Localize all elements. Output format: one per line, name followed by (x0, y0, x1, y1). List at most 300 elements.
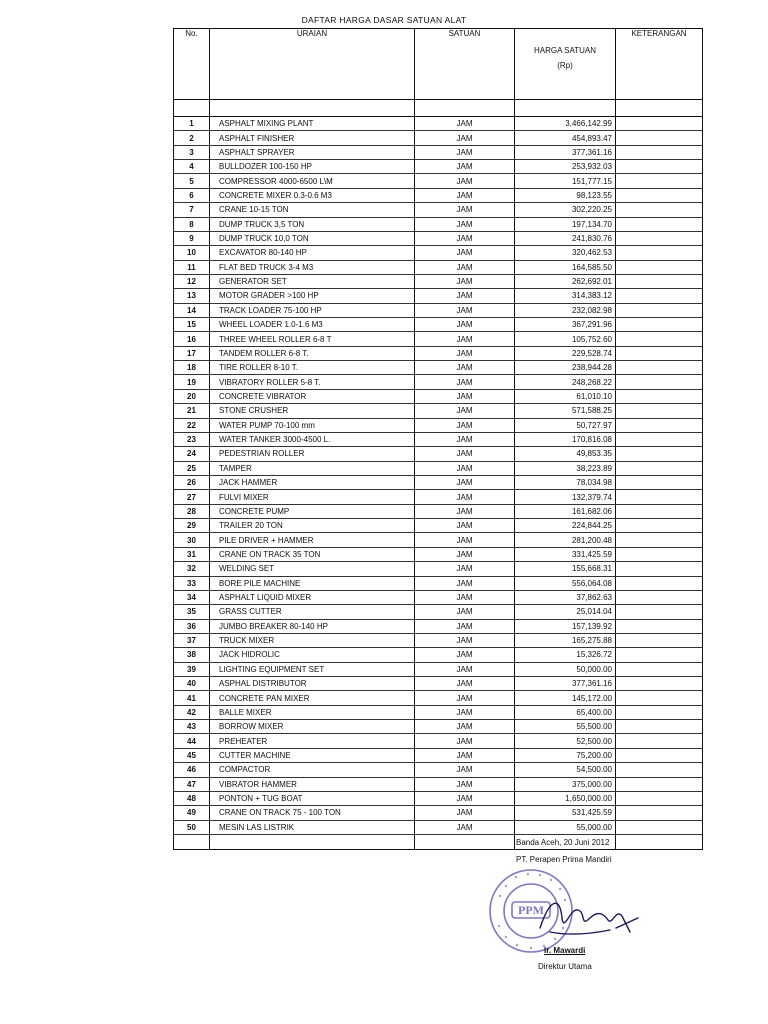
row-satuan: JAM (415, 274, 515, 288)
row-keterangan (616, 791, 703, 805)
row-no: 49 (174, 806, 210, 820)
row-no: 26 (174, 475, 210, 489)
row-no: 2 (174, 131, 210, 145)
row-uraian: PILE DRIVER + HAMMER (210, 533, 415, 547)
row-harga: 375,000.00 (515, 777, 616, 791)
row-no: 6 (174, 188, 210, 202)
row-satuan: JAM (415, 188, 515, 202)
signatory-position: Direktur Utama (538, 962, 592, 971)
row-no: 16 (174, 332, 210, 346)
table-row (174, 662, 703, 676)
row-satuan: JAM (415, 117, 515, 131)
row-harga: 454,893.47 (515, 131, 616, 145)
table-row (174, 260, 703, 274)
row-uraian: PREHEATER (210, 734, 415, 748)
table-row (174, 590, 703, 604)
row-keterangan (616, 562, 703, 576)
row-satuan: JAM (415, 763, 515, 777)
row-harga: 52,500.00 (515, 734, 616, 748)
row-uraian: BALLE MIXER (210, 705, 415, 719)
row-uraian: GRASS CUTTER (210, 605, 415, 619)
row-satuan: JAM (415, 203, 515, 217)
row-keterangan (616, 677, 703, 691)
table-row (174, 231, 703, 245)
row-satuan: JAM (415, 318, 515, 332)
row-uraian: WHEEL LOADER 1.0-1.6 M3 (210, 318, 415, 332)
row-no: 5 (174, 174, 210, 188)
row-no: 10 (174, 246, 210, 260)
row-satuan: JAM (415, 289, 515, 303)
row-satuan: JAM (415, 346, 515, 360)
row-harga: 105,752.60 (515, 332, 616, 346)
row-uraian: CONCRETE VIBRATOR (210, 389, 415, 403)
row-keterangan (616, 117, 703, 131)
row-harga: 367,291.96 (515, 318, 616, 332)
row-keterangan (616, 332, 703, 346)
row-satuan: JAM (415, 375, 515, 389)
row-harga: 248,268.22 (515, 375, 616, 389)
row-keterangan (616, 619, 703, 633)
table-row (174, 806, 703, 820)
row-satuan: JAM (415, 519, 515, 533)
row-harga: 331,425.59 (515, 547, 616, 561)
row-keterangan (616, 389, 703, 403)
row-satuan: JAM (415, 131, 515, 145)
table-row (174, 188, 703, 202)
row-harga: 241,830.76 (515, 231, 616, 245)
row-uraian: MOTOR GRADER >100 HP (210, 289, 415, 303)
row-uraian: CONCRETE PUMP (210, 504, 415, 518)
row-harga: 229,528.74 (515, 346, 616, 360)
place-date: Banda Aceh, 20 Juni 2012 (516, 838, 610, 847)
row-uraian: MESIN LAS LISTRIK (210, 820, 415, 834)
row-no: 35 (174, 605, 210, 619)
row-uraian: CONCRETE PAN MIXER (210, 691, 415, 705)
row-satuan: JAM (415, 720, 515, 734)
table-row (174, 777, 703, 791)
row-no: 7 (174, 203, 210, 217)
row-uraian: TANDEM ROLLER 6-8 T. (210, 346, 415, 360)
row-no: 24 (174, 447, 210, 461)
row-keterangan (616, 547, 703, 561)
table-row (174, 375, 703, 389)
table-row (174, 203, 703, 217)
row-uraian: BORROW MIXER (210, 720, 415, 734)
table-row (174, 246, 703, 260)
row-uraian: DUMP TRUCK 10,0 TON (210, 231, 415, 245)
row-no: 23 (174, 432, 210, 446)
row-keterangan (616, 203, 703, 217)
row-uraian: VIBRATORY ROLLER 5-8 T. (210, 375, 415, 389)
row-no: 42 (174, 705, 210, 719)
row-harga: 377,361.16 (515, 145, 616, 159)
row-harga: 54,500.00 (515, 763, 616, 777)
row-keterangan (616, 418, 703, 432)
row-uraian: WELDING SET (210, 562, 415, 576)
row-satuan: JAM (415, 734, 515, 748)
row-satuan: JAM (415, 777, 515, 791)
row-no: 8 (174, 217, 210, 231)
row-harga: 281,200.48 (515, 533, 616, 547)
row-satuan: JAM (415, 160, 515, 174)
row-harga: 50,727.97 (515, 418, 616, 432)
row-uraian: CUTTER MACHINE (210, 748, 415, 762)
row-keterangan (616, 533, 703, 547)
row-keterangan (616, 475, 703, 489)
row-harga: 15,326.72 (515, 648, 616, 662)
header-harga (515, 29, 616, 100)
row-uraian: WATER TANKER 3000-4500 L. (210, 432, 415, 446)
row-satuan: JAM (415, 562, 515, 576)
row-no: 11 (174, 260, 210, 274)
row-harga: 170,816.08 (515, 432, 616, 446)
table-row (174, 332, 703, 346)
row-satuan: JAM (415, 490, 515, 504)
row-satuan: JAM (415, 231, 515, 245)
table-row (174, 576, 703, 590)
table-row (174, 174, 703, 188)
table-row (174, 748, 703, 762)
row-no: 25 (174, 461, 210, 475)
row-keterangan (616, 633, 703, 647)
header-uraian: URAIAN (210, 29, 415, 100)
row-uraian: FLAT BED TRUCK 3-4 M3 (210, 260, 415, 274)
row-uraian: ASPHALT LIQUID MIXER (210, 590, 415, 604)
row-harga: 98,123.55 (515, 188, 616, 202)
table-header-row (174, 29, 703, 100)
row-harga: 55,000.00 (515, 820, 616, 834)
header-keterangan: KETERANGAN (616, 29, 703, 100)
row-keterangan (616, 260, 703, 274)
row-no: 47 (174, 777, 210, 791)
row-no: 32 (174, 562, 210, 576)
row-no: 27 (174, 490, 210, 504)
document-title: DAFTAR HARGA DASAR SATUAN ALAT (301, 15, 467, 25)
row-uraian: JACK HAMMER (210, 475, 415, 489)
row-keterangan (616, 145, 703, 159)
row-satuan: JAM (415, 691, 515, 705)
row-satuan: JAM (415, 619, 515, 633)
row-no: 14 (174, 303, 210, 317)
row-harga: 78,034.98 (515, 475, 616, 489)
row-uraian: TRUCK MIXER (210, 633, 415, 647)
row-keterangan (616, 576, 703, 590)
row-keterangan (616, 217, 703, 231)
row-satuan: JAM (415, 404, 515, 418)
row-uraian: ASPHAL DISTRIBUTOR (210, 677, 415, 691)
row-uraian: DUMP TRUCK 3,5 TON (210, 217, 415, 231)
row-keterangan (616, 303, 703, 317)
row-no: 46 (174, 763, 210, 777)
table-row (174, 519, 703, 533)
row-harga: 132,379.74 (515, 490, 616, 504)
row-keterangan (616, 691, 703, 705)
row-satuan: JAM (415, 547, 515, 561)
row-keterangan (616, 490, 703, 504)
row-uraian: THREE WHEEL ROLLER 6-8 T (210, 332, 415, 346)
row-satuan: JAM (415, 705, 515, 719)
row-harga: 161,682.06 (515, 504, 616, 518)
row-harga: 151,777.15 (515, 174, 616, 188)
svg-text:PPM: PPM (518, 903, 544, 917)
table-row (174, 131, 703, 145)
row-no: 45 (174, 748, 210, 762)
row-keterangan (616, 519, 703, 533)
row-satuan: JAM (415, 648, 515, 662)
row-no: 37 (174, 633, 210, 647)
row-uraian: JUMBO BREAKER 80-140 HP (210, 619, 415, 633)
row-no: 39 (174, 662, 210, 676)
row-uraian: WATER PUMP 70-100 mm (210, 418, 415, 432)
row-uraian: TRAILER 20 TON (210, 519, 415, 533)
row-no: 40 (174, 677, 210, 691)
row-satuan: JAM (415, 303, 515, 317)
row-harga: 3,466,142.99 (515, 117, 616, 131)
row-satuan: JAM (415, 533, 515, 547)
row-uraian: PONTON + TUG BOAT (210, 791, 415, 805)
row-harga: 571,588.25 (515, 404, 616, 418)
row-satuan: JAM (415, 748, 515, 762)
row-harga: 65,400.00 (515, 705, 616, 719)
table-row (174, 490, 703, 504)
row-harga: 232,082.98 (515, 303, 616, 317)
row-harga: 55,500.00 (515, 720, 616, 734)
table-row (174, 318, 703, 332)
row-uraian: CRANE 10-15 TON (210, 203, 415, 217)
row-harga: 320,462.53 (515, 246, 616, 260)
row-no: 48 (174, 791, 210, 805)
row-keterangan (616, 160, 703, 174)
row-no: 13 (174, 289, 210, 303)
row-uraian: ASPHALT SPRAYER (210, 145, 415, 159)
table-row (174, 117, 703, 131)
row-keterangan (616, 404, 703, 418)
table-row (174, 160, 703, 174)
row-keterangan (616, 504, 703, 518)
row-satuan: JAM (415, 432, 515, 446)
row-keterangan (616, 705, 703, 719)
row-no: 22 (174, 418, 210, 432)
row-satuan: JAM (415, 677, 515, 691)
row-harga: 377,361.16 (515, 677, 616, 691)
row-satuan: JAM (415, 418, 515, 432)
row-no: 30 (174, 533, 210, 547)
row-keterangan (616, 246, 703, 260)
row-uraian: EXCAVATOR 80-140 HP (210, 246, 415, 260)
row-no: 29 (174, 519, 210, 533)
table-row (174, 791, 703, 805)
row-no: 19 (174, 375, 210, 389)
row-keterangan (616, 231, 703, 245)
row-harga: 50,000.00 (515, 662, 616, 676)
row-satuan: JAM (415, 662, 515, 676)
table-row (174, 605, 703, 619)
row-keterangan (616, 432, 703, 446)
table-row (174, 619, 703, 633)
row-keterangan (616, 820, 703, 834)
row-satuan: JAM (415, 504, 515, 518)
row-uraian: BULLDOZER 100-150 HP (210, 160, 415, 174)
row-no: 41 (174, 691, 210, 705)
table-row (174, 648, 703, 662)
row-uraian: COMPACTOR (210, 763, 415, 777)
row-keterangan (616, 346, 703, 360)
row-satuan: JAM (415, 461, 515, 475)
table-row (174, 547, 703, 561)
row-harga: 25,014.04 (515, 605, 616, 619)
header-harga-line1: HARGA SATUAN (533, 46, 597, 55)
row-keterangan (616, 777, 703, 791)
row-keterangan (616, 447, 703, 461)
row-no: 50 (174, 820, 210, 834)
row-satuan: JAM (415, 260, 515, 274)
row-keterangan (616, 274, 703, 288)
header-harga-line2: (Rp) (557, 61, 573, 70)
row-harga: 37,862.63 (515, 590, 616, 604)
table-row (174, 404, 703, 418)
row-uraian: LIGHTING EQUIPMENT SET (210, 662, 415, 676)
row-uraian: TAMPER (210, 461, 415, 475)
table-row (174, 303, 703, 317)
row-uraian: GENERATOR SET (210, 274, 415, 288)
row-keterangan (616, 361, 703, 375)
row-harga: 197,134.70 (515, 217, 616, 231)
table-row (174, 705, 703, 719)
table-row (174, 274, 703, 288)
row-harga: 238,944.28 (515, 361, 616, 375)
table-row (174, 533, 703, 547)
row-no: 17 (174, 346, 210, 360)
row-harga: 157,139.92 (515, 619, 616, 633)
table-footer-row (174, 834, 703, 849)
row-harga: 165,275.88 (515, 633, 616, 647)
row-satuan: JAM (415, 174, 515, 188)
table-row (174, 432, 703, 446)
row-uraian: PEDESTRIAN ROLLER (210, 447, 415, 461)
row-uraian: TIRE ROLLER 8-10 T. (210, 361, 415, 375)
row-harga: 38,223.89 (515, 461, 616, 475)
row-keterangan (616, 605, 703, 619)
header-spacer-row (174, 100, 703, 117)
row-no: 1 (174, 117, 210, 131)
row-satuan: JAM (415, 633, 515, 647)
row-no: 43 (174, 720, 210, 734)
row-harga: 224,844.25 (515, 519, 616, 533)
row-no: 9 (174, 231, 210, 245)
row-uraian: TRACK LOADER 75-100 HP (210, 303, 415, 317)
row-satuan: JAM (415, 806, 515, 820)
row-no: 28 (174, 504, 210, 518)
table-row (174, 289, 703, 303)
row-satuan: JAM (415, 361, 515, 375)
row-satuan: JAM (415, 791, 515, 805)
row-uraian: ASPHALT FINISHER (210, 131, 415, 145)
row-keterangan (616, 131, 703, 145)
table-row (174, 217, 703, 231)
row-keterangan (616, 188, 703, 202)
row-harga: 1,650,000.00 (515, 791, 616, 805)
row-no: 21 (174, 404, 210, 418)
row-keterangan (616, 748, 703, 762)
row-harga: 531,425.59 (515, 806, 616, 820)
row-uraian: STONE CRUSHER (210, 404, 415, 418)
row-no: 3 (174, 145, 210, 159)
row-uraian: FULVI MIXER (210, 490, 415, 504)
row-harga: 61,010.10 (515, 389, 616, 403)
row-satuan: JAM (415, 605, 515, 619)
row-uraian: CRANE ON TRACK 35 TON (210, 547, 415, 561)
row-harga: 556,064.08 (515, 576, 616, 590)
row-satuan: JAM (415, 820, 515, 834)
row-keterangan (616, 174, 703, 188)
row-keterangan (616, 806, 703, 820)
row-harga: 262,692.01 (515, 274, 616, 288)
row-keterangan (616, 375, 703, 389)
table-row (174, 475, 703, 489)
row-no: 15 (174, 318, 210, 332)
table-row (174, 820, 703, 834)
table-row (174, 763, 703, 777)
row-harga: 155,668.31 (515, 562, 616, 576)
table-row (174, 504, 703, 518)
price-table (173, 28, 703, 850)
table-row (174, 677, 703, 691)
row-keterangan (616, 734, 703, 748)
row-no: 38 (174, 648, 210, 662)
table-row (174, 562, 703, 576)
row-no: 31 (174, 547, 210, 561)
row-satuan: JAM (415, 389, 515, 403)
header-no: No. (174, 29, 210, 100)
row-uraian: VIBRATOR HAMMER (210, 777, 415, 791)
row-no: 12 (174, 274, 210, 288)
row-keterangan (616, 289, 703, 303)
row-keterangan (616, 720, 703, 734)
header-satuan: SATUAN (415, 29, 515, 100)
table-row (174, 346, 703, 360)
row-uraian: ASPHALT MIXING PLANT (210, 117, 415, 131)
table-row (174, 145, 703, 159)
row-satuan: JAM (415, 576, 515, 590)
row-uraian: JACK HIDROLIC (210, 648, 415, 662)
row-no: 4 (174, 160, 210, 174)
row-satuan: JAM (415, 475, 515, 489)
row-harga: 314,383.12 (515, 289, 616, 303)
row-harga: 145,172.00 (515, 691, 616, 705)
row-no: 20 (174, 389, 210, 403)
table-row (174, 461, 703, 475)
table-row (174, 418, 703, 432)
row-harga: 164,585.50 (515, 260, 616, 274)
row-no: 33 (174, 576, 210, 590)
row-keterangan (616, 763, 703, 777)
row-satuan: JAM (415, 145, 515, 159)
row-no: 36 (174, 619, 210, 633)
row-keterangan (616, 590, 703, 604)
table-row (174, 734, 703, 748)
row-uraian: COMPRESSOR 4000-6500 L\M (210, 174, 415, 188)
row-keterangan (616, 318, 703, 332)
row-keterangan (616, 461, 703, 475)
row-satuan: JAM (415, 332, 515, 346)
row-harga: 253,932.03 (515, 160, 616, 174)
row-keterangan (616, 662, 703, 676)
table-row (174, 389, 703, 403)
row-uraian: CONCRETE MIXER 0.3-0.6 M3 (210, 188, 415, 202)
row-satuan: JAM (415, 217, 515, 231)
row-no: 34 (174, 590, 210, 604)
table-row (174, 447, 703, 461)
